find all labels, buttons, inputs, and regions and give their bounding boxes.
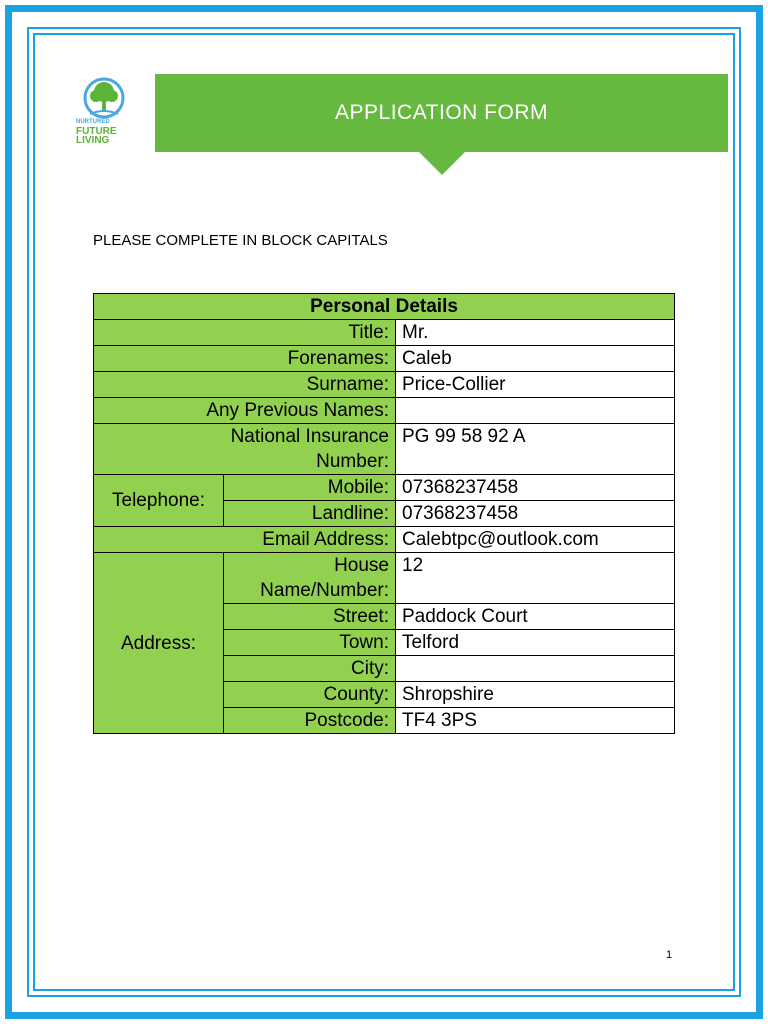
street-label: Street: bbox=[224, 604, 396, 630]
title-label: Title: bbox=[94, 320, 396, 346]
house-label bbox=[224, 553, 396, 604]
nurtured-future-living-logo bbox=[76, 76, 136, 148]
landline-value[interactable]: 07368237458 bbox=[396, 501, 675, 527]
town-label: Town: bbox=[224, 630, 396, 656]
table-row bbox=[94, 398, 675, 424]
email-value[interactable]: Calebtpc@outlook.com bbox=[396, 527, 675, 553]
table-row bbox=[94, 346, 675, 372]
mobile-value[interactable]: 07368237458 bbox=[396, 475, 675, 501]
house-value[interactable]: 12 bbox=[396, 553, 675, 604]
previous-names-label: Any Previous Names: bbox=[94, 398, 396, 424]
table-row bbox=[94, 320, 675, 346]
national-insurance-label bbox=[94, 424, 396, 475]
address-group-label: Address: bbox=[94, 553, 224, 734]
form-title: APPLICATION FORM bbox=[335, 101, 548, 124]
table-row bbox=[94, 372, 675, 398]
title-banner bbox=[155, 74, 728, 152]
table-header-row bbox=[94, 294, 675, 320]
telephone-group-label: Telephone: bbox=[94, 475, 224, 527]
forenames-value[interactable]: Caleb bbox=[396, 346, 675, 372]
table-row bbox=[94, 553, 675, 604]
house-label-line-1: House bbox=[334, 555, 389, 576]
personal-details-table bbox=[93, 293, 675, 734]
forenames-label: Forenames: bbox=[94, 346, 396, 372]
city-value[interactable] bbox=[396, 656, 675, 682]
tree-icon bbox=[76, 76, 132, 120]
county-value[interactable]: Shropshire bbox=[396, 682, 675, 708]
national-insurance-value[interactable]: PG 99 58 92 A bbox=[396, 424, 675, 475]
ni-label-line-1: National Insurance bbox=[230, 426, 389, 447]
logo-text bbox=[76, 118, 132, 145]
table-row bbox=[94, 527, 675, 553]
postcode-label: Postcode: bbox=[224, 708, 396, 734]
postcode-value[interactable]: TF4 3PS bbox=[396, 708, 675, 734]
table-header: Personal Details bbox=[94, 294, 675, 320]
surname-value[interactable]: Price-Collier bbox=[396, 372, 675, 398]
table-row bbox=[94, 424, 675, 475]
city-label: City: bbox=[224, 656, 396, 682]
surname-label: Surname: bbox=[94, 372, 396, 398]
email-label: Email Address: bbox=[94, 527, 396, 553]
landline-label: Landline: bbox=[224, 501, 396, 527]
table-row bbox=[94, 475, 675, 501]
banner-notch bbox=[419, 152, 465, 175]
previous-names-value[interactable] bbox=[396, 398, 675, 424]
mobile-label: Mobile: bbox=[224, 475, 396, 501]
logo-line-1: NURTURED bbox=[76, 119, 110, 125]
instruction-text: PLEASE COMPLETE IN BLOCK CAPITALS bbox=[93, 232, 388, 249]
title-value[interactable]: Mr. bbox=[396, 320, 675, 346]
house-label-line-2: Name/Number: bbox=[260, 580, 389, 601]
county-label: County: bbox=[224, 682, 396, 708]
page-number: 1 bbox=[666, 949, 673, 961]
street-value[interactable]: Paddock Court bbox=[396, 604, 675, 630]
logo-line-3: LIVING bbox=[76, 135, 110, 146]
town-value[interactable]: Telford bbox=[396, 630, 675, 656]
ni-label-line-2: Number: bbox=[316, 451, 389, 472]
logo-line-2: FUTURE bbox=[76, 126, 117, 137]
